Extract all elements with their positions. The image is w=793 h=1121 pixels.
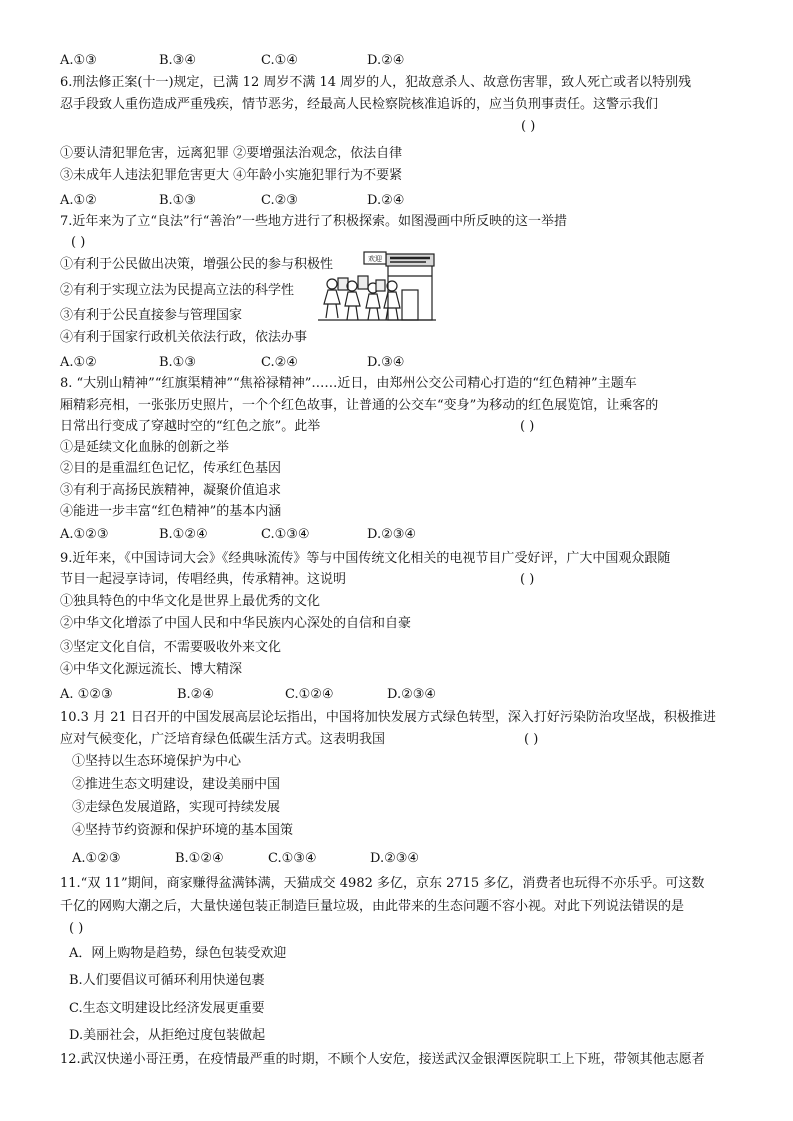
- q9-statement-2: ②中华文化增添了中国人民和中华民族内心深处的自信和自豪: [60, 616, 412, 631]
- option-a: A.①②: [60, 355, 97, 370]
- option-b: B.②④: [177, 687, 214, 702]
- q8-options: [60, 527, 480, 543]
- building-signboard: [386, 254, 434, 266]
- q7-options: [60, 355, 460, 371]
- option-c: C.①④: [261, 53, 298, 68]
- q10-statement-3: ③走绿色发展道路，实现可持续发展: [72, 800, 281, 815]
- q8-answer-paren: ( ): [520, 419, 535, 434]
- q6-statement-2: ③未成年人违法犯罪危害更大 ④年龄小实施犯罪行为不要紧: [60, 168, 403, 183]
- q10-stem-line-1: 10.3 月 21 日召开的中国发展高层论坛指出，中国将加快发展方式绿色转型，深入打好污染防治攻坚战，积极推进: [60, 710, 716, 725]
- option-b: B.③④: [159, 53, 196, 68]
- q10-statement-1: ①坚持以生态环境保护为中心: [72, 754, 242, 769]
- citizen-head-1: [327, 279, 337, 289]
- q11-stem-line-2: 千亿的网购大潮之后，大量快递包装正制造巨量垃圾，由此带来的生态问题不容小视。对此下列说法错误的是: [60, 899, 685, 914]
- q8-statement-4: ④能进一步丰富“红色精神”的基本内涵: [60, 504, 282, 519]
- q6-answer-paren: ( ): [521, 119, 536, 134]
- option-a: A. ①②③: [60, 687, 113, 702]
- option-c: C.②③: [261, 193, 298, 208]
- top-options: [60, 53, 460, 69]
- q9-statement-4: ④中华文化源远流长、博大精深: [60, 662, 243, 677]
- option-a: A.①②: [60, 193, 97, 208]
- q8-stem-line-1: 8. “大别山精神”“红旗渠精神”“焦裕禄精神”……近日，由郑州公交公司精心打造的“红色精神”主题车: [60, 376, 637, 391]
- option-d: D.③④: [367, 355, 405, 370]
- q11-stem-line-1: 11.“双 11”期间，商家赚得盆满钵满，天猫成交 4982 多亿，京东 2715 多亿，消费者也玩得不亦乐乎。可这数: [60, 876, 705, 891]
- q11-option-b: B.人们要倡议可循环利用快递包裹: [69, 973, 265, 988]
- building-door: [402, 290, 418, 320]
- option-c: C.①②④: [285, 687, 334, 702]
- option-b: B.①②④: [159, 527, 208, 542]
- q11-answer-paren: ( ): [69, 921, 84, 936]
- q11-option-a: A．网上购物是趋势，绿色包装受欢迎: [69, 946, 287, 961]
- option-b: B.①③: [159, 193, 196, 208]
- q8-statement-1: ①是延续文化血脉的创新之举: [60, 440, 230, 455]
- q9-statement-1: ①独具特色的中华文化是世界上最优秀的文化: [60, 594, 321, 609]
- q7-stem-line-1: 7.近年来为了立“良法”行“善治”一些地方进行了积极探索。如图漫画中所反映的这一举措: [60, 214, 567, 229]
- citizen-paper-1: [338, 278, 348, 290]
- q10-stem-line-2: 应对气候变化，广泛培育绿色低碳生活方式。这表明我国: [60, 732, 386, 747]
- q7-statement-1: ①有利于公民做出决策，增强公民的参与积极性: [60, 257, 334, 272]
- q6-statement-1: ①要认清犯罪危害，远离犯罪 ②要增强法治观念，依法自律: [60, 146, 403, 161]
- q9-statement-3: ③坚定文化自信，不需要吸收外来文化: [60, 640, 282, 655]
- cartoon-illustration: [318, 246, 436, 324]
- option-a: A.①②③: [72, 851, 121, 866]
- q6-stem-line-2: 忍手段致人重伤造成严重残疾，情节恶劣，经最高人民检察院核准追诉的，应当负刑事责任。这警示我们: [60, 97, 659, 112]
- q12-stem-line-1: 12.武汉快递小哥汪勇，在疫情最严重的时期，不顾个人安危，接送武汉金银潭医院职工上下班，带领其他志愿者: [60, 1052, 705, 1067]
- q9-options: [60, 687, 480, 703]
- q6-options: [60, 193, 460, 209]
- q8-stem-line-3: 日常出行变成了穿越时空的“红色之旅”。此举: [60, 419, 321, 434]
- option-c: C.①③④: [261, 527, 310, 542]
- q7-statement-2: ②有利于实现立法为民提高立法的科学性: [60, 283, 295, 298]
- q11-option-c: C.生态文明建设比经济发展更重要: [69, 1001, 265, 1016]
- q8-statement-2: ②目的是重温红色记忆，传承红色基因: [60, 461, 282, 476]
- q10-statement-4: ④坚持节约资源和保护环境的基本国策: [72, 823, 294, 838]
- option-a: A.①③: [60, 53, 97, 68]
- q7-statement-3: ③有利于公民直接参与管理国家: [60, 308, 243, 323]
- q10-statement-2: ②推进生态文明建设，建设美丽中国: [72, 777, 281, 792]
- option-d: D.②③④: [387, 687, 437, 702]
- citizen-paper-3: [376, 280, 385, 291]
- q10-answer-paren: ( ): [524, 732, 539, 747]
- option-a: A.①②③: [60, 527, 109, 542]
- q9-answer-paren: ( ): [520, 572, 535, 587]
- q7-answer-paren: ( ): [71, 235, 86, 250]
- q7-statement-4: ④有利于国家行政机关依法行政，依法办事: [60, 330, 308, 345]
- q9-stem-line-1: 9.近年来，《中国诗词大会》《经典咏流传》等与中国传统文化相关的电视节目广受好评，广大中国观众跟随: [60, 551, 671, 566]
- option-d: D.②③④: [367, 527, 417, 542]
- q10-options: [72, 851, 492, 867]
- q9-stem-line-2: 节目一起浸享诗词，传唱经典，传承精神。这说明: [60, 572, 347, 587]
- option-d: D.②④: [367, 193, 405, 208]
- option-b: B.①③: [159, 355, 196, 370]
- q8-statement-3: ③有利于高扬民族精神，凝聚价值追求: [60, 483, 282, 498]
- welcome-sign-text: 欢迎: [368, 255, 382, 263]
- q11-option-d: D.美丽社会，从拒绝过度包装做起: [69, 1028, 266, 1043]
- option-b: B.①②④: [175, 851, 224, 866]
- q6-stem-line-1: 6.刑法修正案(十一)规定，已满 12 周岁不满 14 周岁的人，犯故意杀人、故意伤害罪，致人死亡或者以特别残: [60, 75, 692, 90]
- option-d: D.②④: [367, 53, 405, 68]
- option-c: C.①③④: [268, 851, 317, 866]
- citizen-paper-2: [358, 276, 368, 289]
- q8-stem-line-2: 厢精彩亮相，一张张历史照片，一个个红色故事，让普通的公交车“变身”为移动的红色展览馆，让乘客的: [60, 398, 659, 413]
- option-c: C.②④: [261, 355, 298, 370]
- option-d: D.②③④: [370, 851, 420, 866]
